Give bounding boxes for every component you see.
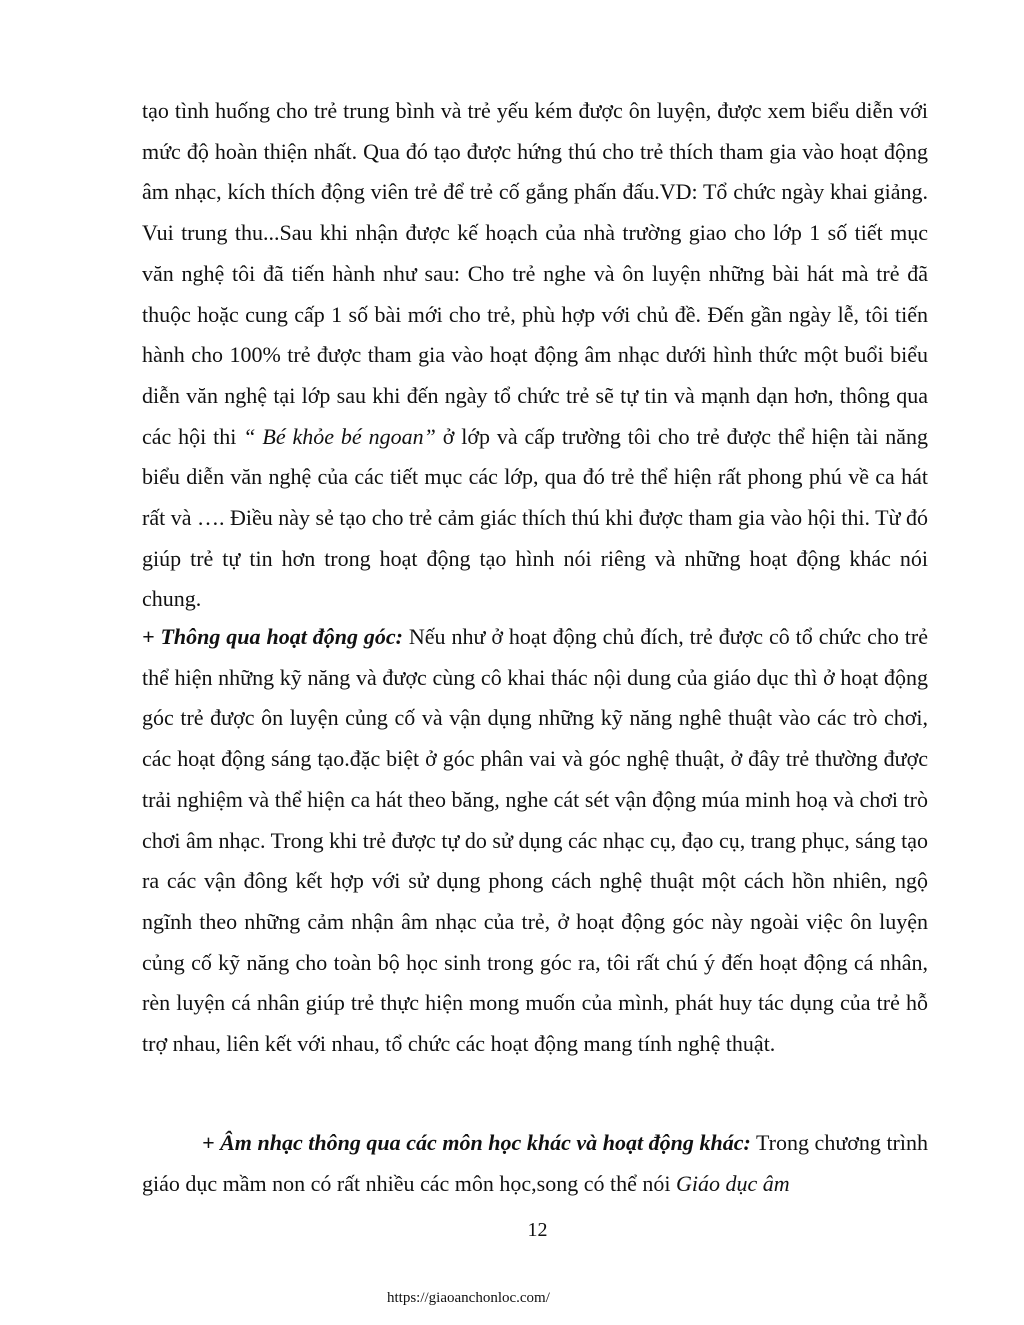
paragraph-1-text-b: ở lớp và cấp trường tôi cho trẻ được thể hiện tài năng biểu diễn văn nghệ của các tiết mục các lớp, qua đó trẻ thể hiện rất phong phú về ca hát rất và …. Điều này sẻ tạo cho trẻ cảm giác thích thú khi được tham gia vào hội thi. Từ đó giúp trẻ tự tin hơn trong hoạt động tạo hình nói riêng và những hoạt động khác nói chung. bbox=[142, 423, 929, 612]
other-subjects-heading: + Âm nhạc thông qua các môn học khác và hoạt động khác: bbox=[202, 1130, 751, 1155]
body-paragraph-1 bbox=[142, 91, 928, 620]
paragraph-1-text-a: tạo tình huống cho trẻ trung bình và trẻ yếu kém được ôn luyện, được xem biểu diễn với mức độ hoàn thiện nhất. Qua đó tạo được hứng thú cho trẻ thích tham gia vào hoạt động âm nhạc, kích thích động viên trẻ để trẻ cố gắng phấn đấu.VD: Tổ chức ngày khai giảng. Vui trung thu...Sau khi nhận được kế hoạch của nhà trường giao cho lớp 1 số tiết mục văn nghệ tôi đã tiến hành như sau: Cho trẻ nghe và ôn luyện những bài hát mà trẻ đã thuộc hoặc cung cấp 1 số bài mới cho trẻ, phù hợp với chủ đề. Đến gần ngày lễ, tôi tiến hành cho 100% trẻ được tham gia vào hoạt động âm nhạc dưới hình thức một buổi biểu diễn văn nghệ tại lớp sau khi đến ngày tổ chức trẻ sẽ tự tin và mạnh dạn hơn, thông qua các hội thi bbox=[142, 98, 928, 449]
contest-name-quote: “ Bé khỏe bé ngoan” bbox=[243, 423, 436, 449]
paragraph-3-italic-tail: Giáo dục âm bbox=[675, 1170, 790, 1196]
paragraph-2-text: Nếu như ở hoạt động chủ đích, trẻ được cô tổ chức cho trẻ thể hiện những kỹ năng và được cùng cô khai thác nội dung của giáo dục thì ở hoạt động góc trẻ được ôn luyện củng cố và vận dụng những kỹ năng nghê thuật vào các trò chơi, các hoạt động sáng tạo.đặc biệt ở góc phân vai và góc nghệ thuật, ở đây trẻ thường được trải nghiệm và thể hiện ca hát theo băng, nghe cát sét vận động múa minh hoạ và chơi trò chơi âm nhạc. Trong khi trẻ được tự do sử dụng các nhạc cụ, đạo cụ, trang phục, sáng tạo ra các vận đông kết hợp với sử dụng phong cách nghệ thuật một cách hồn nhiên, ngộ ngĩnh theo những cảm nhận âm nhạc của trẻ, ở hoạt động góc này ngoài việc ôn luyện củng cố kỹ năng cho toàn bộ học sinh trong góc ra, tôi rất chú ý đến hoạt động cá nhân, rèn luyện cá nhân giúp trẻ thực hiện mong muốn của mình, phát huy tác dụng của trẻ hỗ trợ nhau, liên kết với nhau, tổ chức các hoạt động mang tính nghệ thuật. bbox=[142, 624, 928, 1057]
corner-activity-heading: + Thông qua hoạt động góc: bbox=[142, 624, 403, 649]
paragraph-3-text: Trong chương trình giáo dục mầm non có rất nhiều các môn học,song có thể nói bbox=[142, 1130, 928, 1196]
footer-url-link[interactable]: https://giaoanchonloc.com/ bbox=[387, 1290, 550, 1306]
body-paragraph-3 bbox=[142, 1123, 928, 1204]
body-paragraph-2 bbox=[142, 617, 928, 1065]
page-number: 12 bbox=[527, 1219, 548, 1241]
